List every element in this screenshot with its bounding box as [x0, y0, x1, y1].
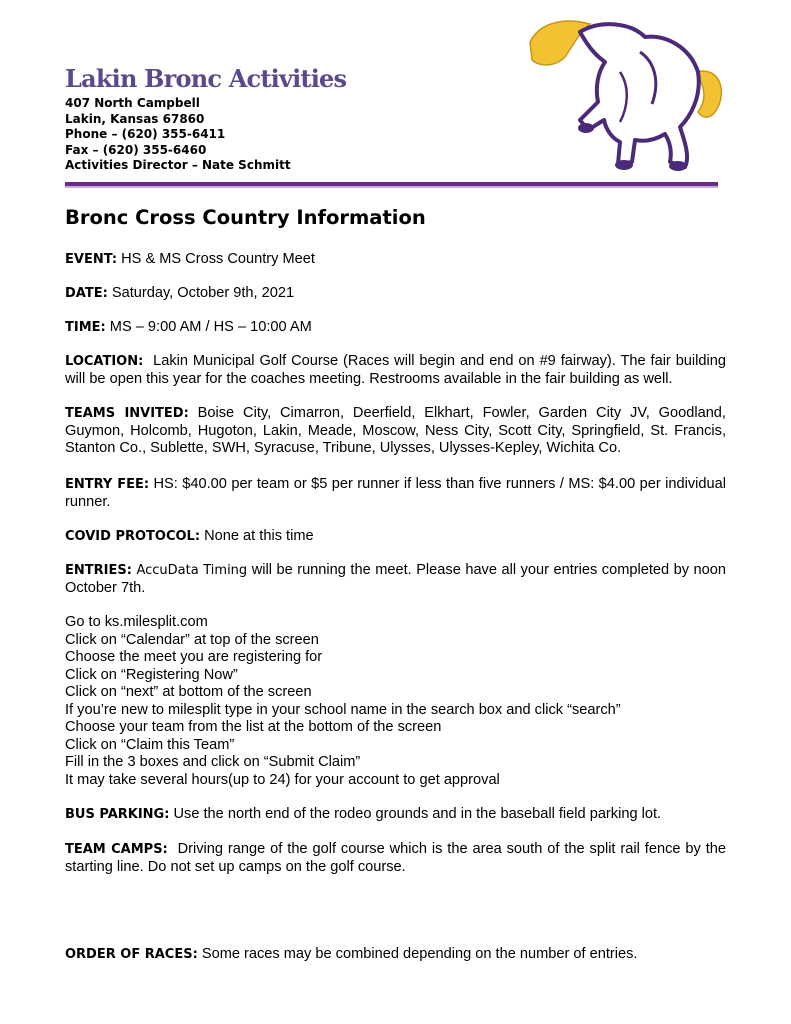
team-camps-label: TEAM CAMPS:: [65, 842, 168, 857]
event-label: EVENT:: [65, 252, 118, 267]
date-label: DATE:: [65, 286, 108, 301]
list-item: If you’re new to milesplit type in your school name in the search box and click “search”: [65, 701, 621, 718]
team-camps-paragraph: [65, 841, 726, 876]
teams-label: TEAMS INVITED:: [65, 406, 189, 421]
org-title: Lakin Bronc Activities: [65, 64, 347, 93]
header-divider-shadow: [65, 186, 718, 188]
time-paragraph: [65, 319, 726, 337]
list-item: Go to ks.milesplit.com: [65, 614, 208, 630]
bus-parking-paragraph: [65, 806, 726, 824]
director-line: Activities Director – Nate Schmitt: [65, 158, 291, 172]
covid-text: None at this time: [204, 528, 314, 544]
entries-text: will be running the meet. Please have all your entries completed by noon October 7th.: [65, 562, 726, 596]
registration-steps: [65, 614, 621, 789]
list-item: Choose your team from the list at the bottom of the screen: [65, 719, 442, 735]
location-text: Lakin Municipal Golf Course (Races will begin and end on #9 fairway). The fair building will be open this year for the coaches meeting. Restrooms available in the fair building as well.: [65, 353, 726, 387]
time-label: TIME:: [65, 320, 106, 335]
covid-paragraph: [65, 528, 726, 546]
list-item: Click on “Claim this Team”: [65, 736, 235, 753]
list-item: Choose the meet you are registering for: [65, 649, 323, 665]
order-label: ORDER OF RACES:: [65, 947, 198, 962]
entries-label: ENTRIES:: [65, 563, 132, 578]
list-item: Click on “Registering Now”: [65, 666, 238, 683]
phone-line: Phone – (620) 355-6411: [65, 127, 226, 141]
fax-line: Fax – (620) 355-6460: [65, 142, 207, 157]
entries-company: AccuData Timing: [136, 563, 248, 578]
list-item: It may take several hours(up to 24) for your account to get approval: [65, 771, 500, 788]
list-item: Fill in the 3 boxes and click on “Submit Claim”: [65, 754, 361, 770]
bronco-horse-icon: [520, 12, 732, 177]
date-text: Saturday, October 9th, 2021: [111, 285, 295, 301]
event-paragraph: [65, 251, 726, 269]
list-item: Click on “Calendar” at top of the screen: [65, 631, 319, 648]
entry-fee-text: HS: $40.00 per team or $5 per runner if less than five runners / MS: $4.00 per individual runner.: [65, 476, 726, 510]
bus-parking-label: BUS PARKING:: [65, 807, 170, 822]
address-line: 407 North Campbell: [65, 96, 200, 110]
team-camps-text: Driving range of the golf course which is the area south of the split rail fence by the starting line. Do not set up camps on the golf course.: [65, 841, 727, 875]
covid-label: COVID PROTOCOL:: [65, 529, 201, 544]
address-line: Lakin, Kansas 67860: [65, 111, 205, 126]
entry-fee-label: ENTRY FEE:: [65, 477, 150, 492]
location-paragraph: [65, 353, 726, 388]
list-item: Click on “next” at bottom of the screen: [65, 684, 312, 700]
time-text: MS – 9:00 AM / HS – 10:00 AM: [109, 319, 312, 335]
teams-paragraph: [65, 405, 726, 458]
bus-parking-text: Use the north end of the rodeo grounds and in the baseball field parking lot.: [173, 806, 662, 822]
order-text: Some races may be combined depending on the number of entries.: [201, 946, 638, 962]
entry-fee-paragraph: [65, 476, 726, 511]
location-label: LOCATION:: [65, 354, 144, 369]
address-block: [65, 96, 291, 174]
event-text: HS & MS Cross Country Meet: [121, 251, 315, 267]
order-paragraph: [65, 946, 726, 964]
entries-paragraph: [65, 562, 726, 597]
page-title: Bronc Cross Country Information: [65, 206, 426, 229]
date-paragraph: [65, 285, 726, 303]
teams-text: Boise City, Cimarron, Deerfield, Elkhart, Fowler, Garden City JV, Goodland, Guymon, Holcomb, Hugoton, Lakin, Meade, Moscow, Ness City, Scott City, Springfield, St. Francis, Stanton Co., Sublette, SWH, Syracuse, Tribune, Ulysses, Ulysses-Kepley, Wichita Co.: [65, 405, 726, 456]
